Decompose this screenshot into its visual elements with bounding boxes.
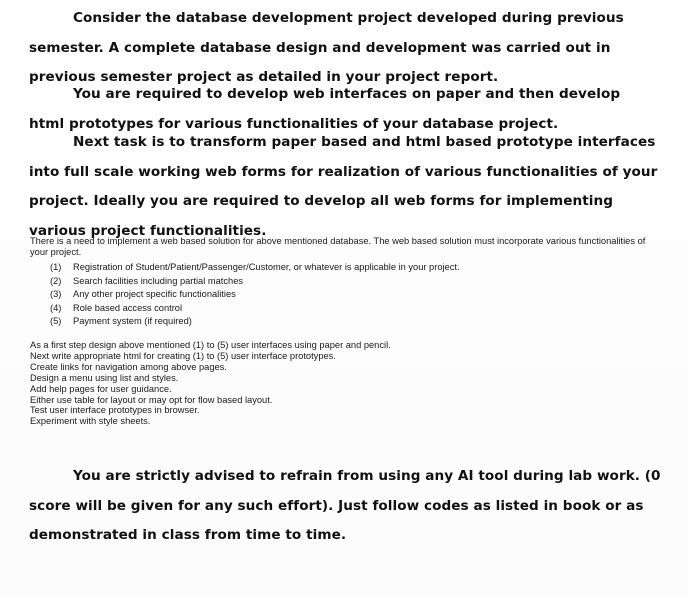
instruction-steps xyxy=(30,340,650,427)
paragraph-paper-prototypes-text: You are required to develop web interfaces on paper and then develop html prototypes for various functionalities of your database project. xyxy=(29,86,621,132)
step-line: As a first step design above mentioned (1) to (5) user interfaces using paper and pencil. xyxy=(30,340,391,350)
step-line: Add help pages for user guidance. xyxy=(30,383,172,394)
list-item-number: (5) xyxy=(50,316,62,327)
list-item-text: Role based access control xyxy=(73,302,183,313)
step-line: Design a menu using list and styles. xyxy=(30,372,179,383)
list-item-text: Any other project specific functionalities xyxy=(73,289,236,300)
paragraph-web-forms-text: Next task is to transform paper based and html based prototype interfaces into full scale working web forms for realization of various functionalities of your project. Ideally you are required to develop all web forms for implementing various project functionalities. xyxy=(29,134,658,239)
step-line: Either use table for layout or may opt for flow based layout. xyxy=(30,394,273,405)
list-item xyxy=(50,302,460,316)
list-item-number: (4) xyxy=(50,302,62,313)
step-line: Next write appropriate html for creating (1) to (5) user interface prototypes. xyxy=(30,350,336,361)
list-item xyxy=(50,288,460,302)
list-item xyxy=(50,315,460,329)
paragraph-ai-warning-text: You are strictly advised to refrain from using any AI tool during lab work. (0 score will be given for any such effort). Just follow codes as listed in book or as demonstrated in class from time to time. xyxy=(29,468,661,543)
list-item xyxy=(50,275,460,289)
paragraph-project-context-text: Consider the database development project developed during previous semester. A complete database design and development was carried out in previous semester project as detailed in your project report. xyxy=(29,10,624,85)
list-item-text: Registration of Student/Patient/Passenger/Customer, or whatever is applicable in your project. xyxy=(73,262,460,272)
list-item-number: (3) xyxy=(50,289,62,300)
list-item-number: (1) xyxy=(50,262,62,272)
list-item-text: Payment system (if required) xyxy=(73,316,192,327)
functionality-list xyxy=(50,261,460,329)
paragraph-ai-warning xyxy=(29,462,669,551)
list-item-number: (2) xyxy=(50,275,62,286)
list-item xyxy=(50,261,460,275)
step-line: Experiment with style sheets. xyxy=(30,416,151,427)
paragraph-web-forms xyxy=(29,128,659,246)
paragraph-web-solution-intro: There is a need to implement a web based solution for above mentioned database. The web based solution must incorporate various functionalities of your project. xyxy=(30,236,646,257)
step-line: Test user interface prototypes in browser. xyxy=(30,405,200,416)
step-line: Create links for navigation among above pages. xyxy=(30,361,227,372)
list-item-text: Search facilities including partial matches xyxy=(73,275,244,286)
